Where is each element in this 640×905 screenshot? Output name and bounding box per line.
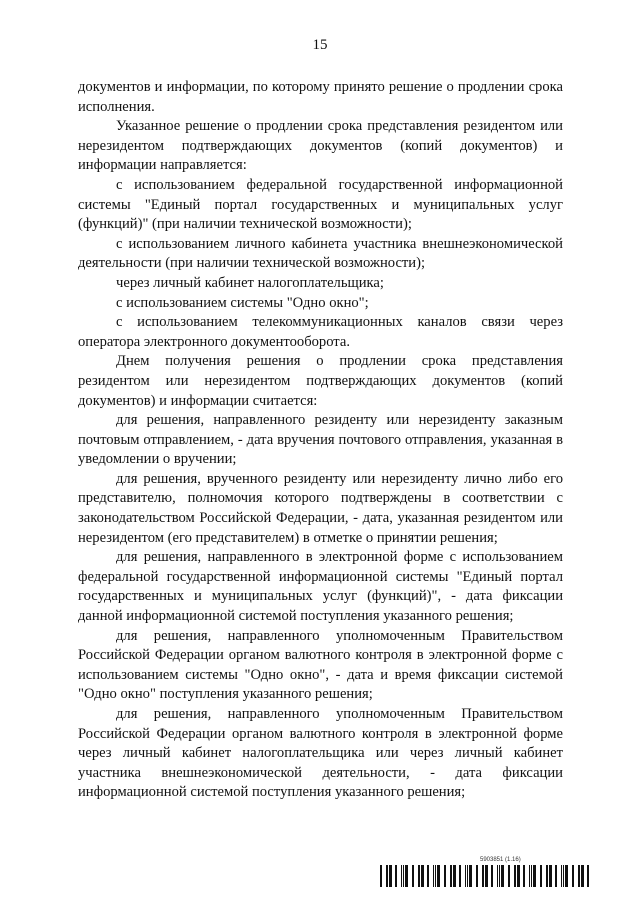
- paragraph: с использованием федеральной государственной информационной системы "Единый портал государственных и муниципальных услуг (функций)" (при наличии технической возможности);: [78, 176, 563, 233]
- paragraph: через личный кабинет налогоплательщика;: [116, 274, 384, 291]
- paragraph: для решения, направленного в электронной форме с использованием федеральной государственной информационной системы "Единый портал государственных и муниципальных услуг (функций)", - дата фиксации данной информационной системой поступления указанного решения;: [78, 549, 563, 625]
- paragraph: с использованием системы "Одно окно";: [116, 294, 369, 311]
- paragraph: с использованием телекоммуникационных каналов связи через оператора электронного документооборота.: [78, 314, 563, 350]
- document-body: [78, 78, 563, 803]
- paragraph: для решения, направленного резиденту или нерезиденту заказным почтовым отправлением, - дата вручения почтового отправления, указанная в уведомлении о вручении;: [78, 412, 563, 468]
- paragraph: с использованием личного кабинета участника внешнеэкономической деятельности (при наличии технической возможности);: [78, 235, 563, 272]
- paragraph: Днем получения решения о продлении срока представления резидентом или нерезидентом подтверждающих документов (копий документов) и информации считается:: [78, 353, 563, 409]
- paragraph: для решения, направленного уполномоченным Правительством Российской Федерации органом валютного контроля в электронной форме через личный кабинет налогоплательщика или через личный кабинет участника внешнеэкономической деятельности, - дата фиксации информационной системой поступления указанного решения;: [78, 706, 563, 801]
- paragraph: для решения, врученного резиденту или нерезиденту лично либо его представителю, полномочия которого подтверждены в соответствии с законодательством Российской Федерации, - дата, указанная резидентом или нерезидентом (его представителем) в отметке о принятии решения;: [78, 470, 563, 546]
- footer: [380, 857, 590, 887]
- paragraph: документов и информации, по которому принято решение о продлении срока исполнения.: [78, 79, 563, 115]
- barcode-code: 5903851 (1.16): [480, 857, 521, 863]
- paragraph: Указанное решение о продлении срока представления резидентом или нерезидентом подтверждающих документов (копий документов) и информации направляется:: [78, 118, 563, 174]
- paragraph: для решения, направленного уполномоченным Правительством Российской Федерации органом валютного контроля в электронной форме с использованием системы "Одно окно", - дата и время фиксации системой "Одно окно" поступления указанного решения;: [78, 627, 563, 703]
- page-number: 15: [312, 37, 328, 53]
- barcode-icon: [380, 865, 590, 887]
